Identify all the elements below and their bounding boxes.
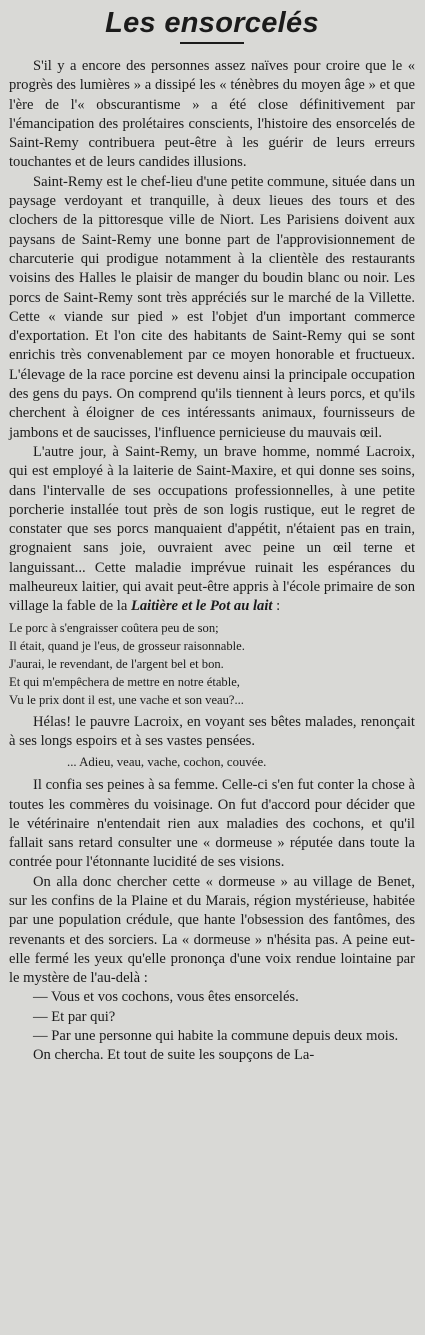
paragraph-soupcons: On chercha. Et tout de suite les soupçons de La-: [33, 1047, 315, 1064]
verse-line: Et qui m'empêchera de mettre en notre étable,: [9, 674, 240, 689]
title-rule: [180, 42, 244, 44]
paragraph-lacroix: [9, 443, 415, 617]
paragraph-lacroix-end: :: [272, 598, 281, 615]
paragraph-commeres: Il confia ses peines à sa femme. Celle-ci s'en fut conter la chose à toutes les commères du voisinage. On fut d'accord pour décider que le vétérinaire n'entendait rien aux maladies des cochons, et qu'il fallait sans retard consulter une « dormeuse » réputée dans toute la contrée pour l'étonnante lucidité de ses visions.: [9, 777, 415, 871]
article-body: [9, 57, 415, 1066]
paragraph-lacroix-text: L'autre jour, à Saint-Remy, un brave homme, nommé Lacroix, qui est employé à la laiterie de Saint-Maxire, et qui donne ses soins, dans l'intervalle de ses occupations professionnelles, à une petite porcherie installée tout près de son logis rustique, eut le regret de constater que ses porcs manquaient d'appétit, n'étaient pas en train, grognaient sans joie, ouvraient avec peine un œil terne et languissant... Cette maladie imprévue ruinait les espérances du malheureux laitier, qui avait peut-être appris à l'école primaire de son village la fable de la: [9, 443, 415, 615]
paragraph-intro: S'il y a encore des personnes assez naïves pour croire que le « progrès des lumières » a dissipé les « ténèbres du moyen âge » et que l'ère de l'« obscurantisme » a été close définitivement par l'émancipation des prolétaires conscients, l'histoire des ensorcelés de Saint-Remy contribuera peut-être à les guérir de leurs erreurs touchantes et de leurs candides illusions.: [9, 58, 415, 171]
article-title: Les ensorcelés: [105, 7, 319, 39]
verse-line: Vu le prix dont il est, une vache et son veau?...: [9, 692, 244, 707]
dialogue-line: — Vous et vos cochons, vous êtes ensorcelés.: [33, 989, 299, 1006]
verse-line: Le porc à s'engraisser coûtera peu de son;: [9, 620, 219, 635]
fable-quote: ... Adieu, veau, vache, cochon, couvée.: [67, 755, 267, 770]
fable-title: Laitière et le Pot au lait: [130, 598, 273, 615]
verse-line: J'aurai, le revendant, de l'argent bel et bon.: [9, 656, 224, 671]
paragraph-helas: Hélas! le pauvre Lacroix, en voyant ses bêtes malades, renonçait à ses longs espoirs et à ses vastes pensées.: [9, 713, 415, 749]
fable-verse: [9, 619, 415, 709]
paragraph-saint-remy: Saint-Remy est le chef-lieu d'une petite commune, située dans un paysage verdoyant et tranquille, à deux lieues des tours et des clochers de la pittoresque ville de Niort. Les Parisiens doivent aux paysans de Saint-Remy une bonne part de l'approvisionnement de charcuterie qui prodigue notamment à la clientèle des restaurants voisins des Halles le plaisir de manger du boudin blanc ou noir. Les porcs de Saint-Remy sont très appréciés sur le marché de la Villette. Cette « viande sur pied » est l'objet d'un important commerce d'exportation. Et l'on cite des habitants de Saint-Remy qui se sont enrichis très convenablement par ce moyen honorable et fructueux. L'élevage de la race porcine est devenu ainsi la principale occupation des gens du pays. On comprend qu'ils tiennent à leurs porcs, et qu'ils cherchent à éloigner de ces intéressants animaux, fournisseurs de jambons et de saucisses, l'influence pernicieuse du mauvais œil.: [9, 173, 415, 441]
verse-line: Il était, quand je l'eus, de grosseur raisonnable.: [9, 638, 245, 653]
dialogue-line: — Et par qui?: [33, 1008, 116, 1025]
paragraph-dormeuse: On alla donc chercher cette « dormeuse » au village de Benet, sur les confins de la Plaine et du Marais, région mystérieuse, habitée par une population crédule, que hante l'obsession des fantômes, des revenants et des sorciers. La « dormeuse » n'hésita pas. A peine eut-elle fermé les yeux qu'elle prononça d'une voix rendue lointaine par le mystère de l'au-delà :: [9, 873, 415, 987]
dialogue-line: — Par une personne qui habite la commune depuis deux mois.: [33, 1028, 399, 1045]
